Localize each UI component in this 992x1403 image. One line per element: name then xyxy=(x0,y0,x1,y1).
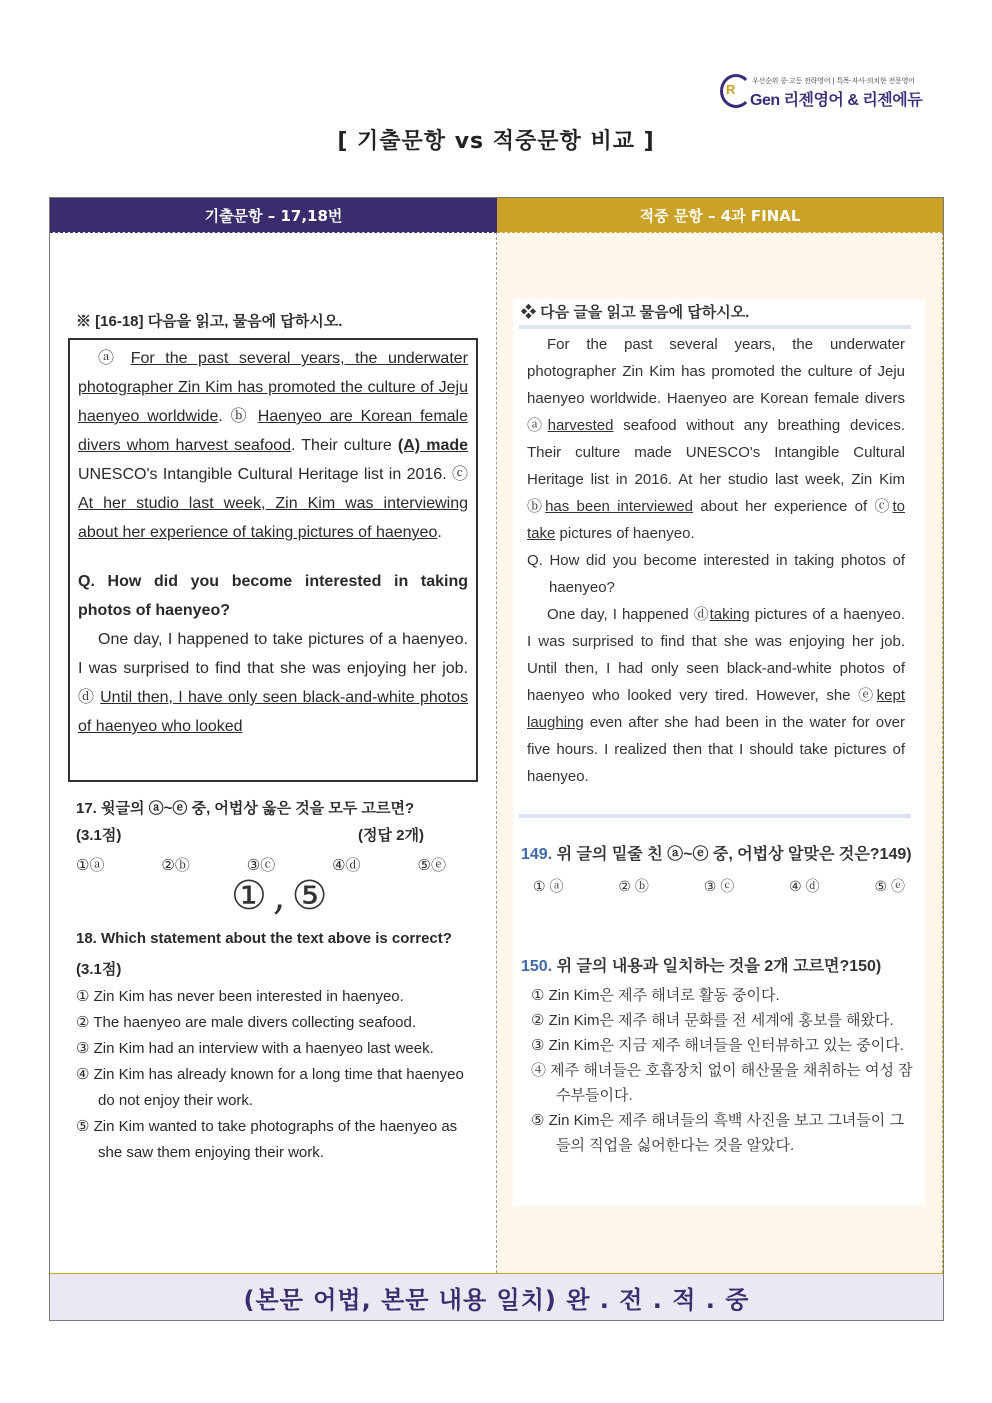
workbook-passage-paragraph-1 xyxy=(527,331,905,547)
q149-option: ① ⓐ xyxy=(533,878,564,894)
passage-text: . ⓑ xyxy=(218,408,258,425)
q150-option: ④ 제주 해녀들은 호흡장치 없이 해산물을 채취하는 여성 잠수부들이다. xyxy=(531,1062,913,1104)
q18-option: ① Zin Kim has never been interested in haenyeo. xyxy=(76,988,404,1005)
q17-option: ③ⓒ xyxy=(246,857,276,874)
passage-text: about her experience of ⓒ xyxy=(693,498,893,515)
passage-text: . Their culture xyxy=(291,437,398,454)
passage-text: even after she had been in the water for over five hours. I realized then that I should take pictures of haenyeo. xyxy=(527,714,905,785)
exam-passage-paragraph-1 xyxy=(78,344,468,547)
logo-tagline: 우선순위 중·고등 전략영어 | 특목·자사·의치한 전문영어 xyxy=(752,77,915,85)
workbook-passage xyxy=(527,331,905,790)
underlined-phrase: At her studio last week, Zin Kim was interviewing about her experience of taking pictures of haenyeo xyxy=(78,495,468,541)
passage-text: . xyxy=(437,524,442,541)
question-17: 17. 윗글의 ⓐ~ⓔ 중, 어법상 옳은 것을 모두 고르면? xyxy=(76,800,415,817)
q18-option: ② The haenyeo are male divers collecting seafood. xyxy=(76,1014,417,1031)
underlined-phrase: taking xyxy=(709,606,750,623)
q17-option: ②ⓑ xyxy=(161,857,190,874)
passage-text: For the past several years, the underwater photographer Zin Kim has promoted the culture of Jeju haenyeo worldwide. Haenyeo are Korean female divers ⓐ xyxy=(527,336,905,434)
q17-option: ⑤ⓔ xyxy=(417,857,446,874)
passage-text: One day, I happened to take pictures of a haenyeo. I was surprised to find that she was enjoying her job. ⓓ xyxy=(78,631,468,706)
logo-brand-name: Gen 리젠영어 & 리젠에듀 xyxy=(750,92,923,109)
question-17-options xyxy=(76,854,446,875)
q149-option: ④ ⓓ xyxy=(789,878,820,894)
underlined-phrase: Haenyeo are Korean female divers whom harvest seafood xyxy=(78,408,468,454)
passage-text: seafood without any breathing devices. Their culture made UNESCO's Intangible Cultural Heritage list in 2016. At her studio last week, Zin Kim ⓑ xyxy=(527,417,905,515)
question-17-note: (정답 2개) xyxy=(358,827,424,844)
exam-passage-paragraph-2 xyxy=(78,625,468,741)
question-149-options xyxy=(533,876,905,896)
footer-banner: (본문 어법, 본문 내용 일치) 완 . 전 . 적 . 중 xyxy=(50,1273,943,1320)
left-column-header: 기출문항 – 17,18번 xyxy=(50,198,497,232)
question-149 xyxy=(521,841,912,864)
q149-option: ② ⓑ xyxy=(618,878,649,894)
workbook-passage-paragraph-2 xyxy=(527,601,905,790)
question-18: 18. Which statement about the text above is correct? xyxy=(76,930,452,947)
q150-option: ③ Zin Kim은 지금 제주 해녀들을 인터뷰하고 있는 중이다. xyxy=(531,1037,904,1054)
brand-logo xyxy=(720,72,950,114)
workbook-passage-question: Q. How did you become interested in taking photos of haenyeo? xyxy=(527,552,905,596)
q150-option: ② Zin Kim은 제주 해녀 문화를 전 세계에 홍보를 해왔다. xyxy=(531,1012,894,1029)
exam-instruction: ※ [16-18] 다음을 읽고, 물음에 답하시오. xyxy=(76,313,343,330)
q18-option: ③ Zin Kim had an interview with a haenyeo last week. xyxy=(76,1040,434,1057)
question-18-score: (3.1점) xyxy=(76,961,122,978)
right-column-header: 적중 문항 – 4과 FINAL xyxy=(497,198,943,232)
divider xyxy=(519,814,911,818)
divider xyxy=(519,325,911,329)
predicted-question-scan xyxy=(513,299,925,1206)
logo-circle-icon xyxy=(720,74,752,108)
exam-passage-box xyxy=(68,338,478,782)
exam-question-scan xyxy=(66,298,483,1205)
page-title: [ 기출문항 vs 적중문항 비교 ] xyxy=(337,129,655,154)
question-149-number: 149. xyxy=(521,846,553,863)
passage-text: UNESCO's Intangible Cultural Heritage list in 2016. ⓒ xyxy=(78,466,468,483)
q17-option: ①ⓐ xyxy=(76,857,105,874)
passage-text: pictures of a haenyeo. I was surprised to find that she was enjoying her job. Until then, I had only seen black-and-white photos of haenyeo who looked very tired. However, she ⓔ xyxy=(527,606,906,704)
underlined-phrase: harvested xyxy=(547,417,614,434)
passage-text: ⓐ xyxy=(98,350,131,367)
question-150-number: 150. xyxy=(521,958,553,975)
q150-option: ⑤ Zin Kim은 제주 해녀들의 흑백 사진을 보고 그녀들이 그들의 직업을 싫어한다는 것을 알았다. xyxy=(531,1112,904,1154)
underlined-phrase: (A) made xyxy=(397,437,469,454)
passage-text: pictures of haenyeo. xyxy=(555,525,695,542)
q149-option: ⑤ ⓔ xyxy=(874,878,905,894)
underlined-phrase: Until then, I have only seen black-and-white photos of haenyeo who looked xyxy=(78,689,468,735)
question-150 xyxy=(521,953,881,976)
question-150-options xyxy=(531,983,913,1158)
underlined-phrase: to take xyxy=(527,498,905,542)
exam-passage-question: Q. How did you become interested in taking photos of haenyeo? xyxy=(78,573,468,619)
underlined-phrase: For the past several years, the underwater photographer Zin Kim has promoted the culture of Jeju haenyeo worldwide xyxy=(78,350,468,425)
question-150-text: 위 글의 내용과 일치하는 것을 2개 고르면?150) xyxy=(552,958,882,975)
passage-text: One day, I happened ⓓ xyxy=(547,606,710,623)
underlined-phrase: kept laughing xyxy=(527,687,905,731)
q18-option: ⑤ Zin Kim wanted to take photographs of the haenyeo as she saw them enjoying their work. xyxy=(76,1118,458,1161)
q18-option: ④ Zin Kim has already known for a long time that haenyeo do not enjoy their work. xyxy=(76,1066,464,1109)
logo-r-mark: R xyxy=(726,82,736,97)
underlined-phrase: has been interviewed xyxy=(545,498,694,515)
q150-option: ① Zin Kim은 제주 해녀로 활동 중이다. xyxy=(531,987,780,1004)
q17-option: ④ⓓ xyxy=(332,857,361,874)
question-149-text: 위 글의 밑줄 친 ⓐ~ⓔ 중, 어법상 알맞은 것은?149) xyxy=(552,846,912,863)
question-18-options xyxy=(76,984,471,1166)
handwritten-answer: ①,⑤ xyxy=(231,873,334,919)
workbook-instruction: ❖ 다음 글을 읽고 물음에 답하시오. xyxy=(521,304,750,321)
question-17-score: (3.1점) xyxy=(76,827,122,844)
q149-option: ③ ⓒ xyxy=(703,878,735,894)
